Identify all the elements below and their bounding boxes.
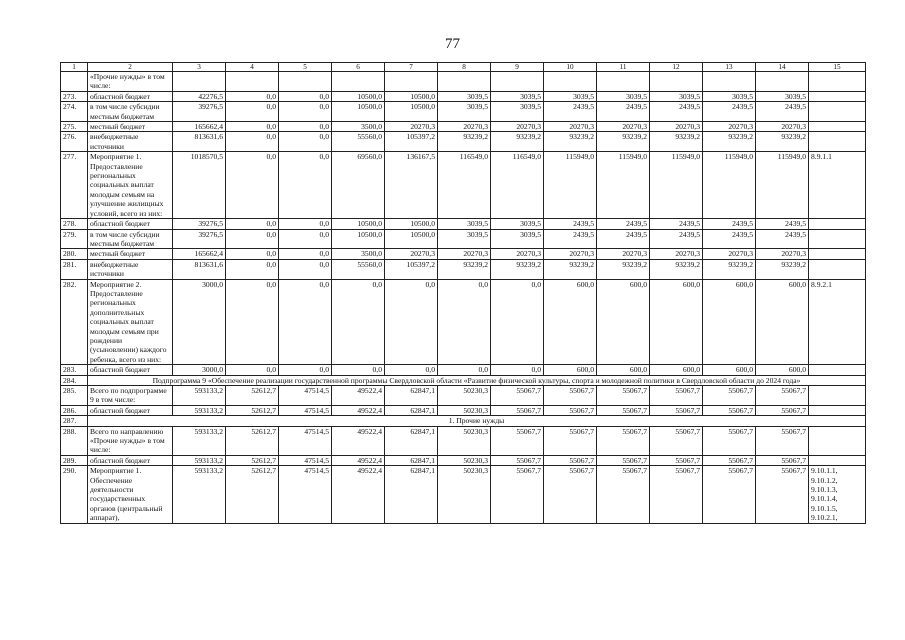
amount-cell: 93239,2: [597, 259, 650, 279]
amount-cell: 116549,0: [438, 152, 491, 219]
amount-cell: 55067,7: [703, 426, 756, 455]
amount-cell: 0,0: [226, 122, 279, 132]
amount-cell: 55067,7: [703, 405, 756, 415]
amount-cell: 55067,7: [756, 405, 809, 415]
row-number: 279.: [61, 229, 88, 249]
amount-cell: 3000,0: [173, 365, 226, 375]
amount-cell: 55067,7: [544, 405, 597, 415]
target-indicator-code: [809, 365, 866, 375]
amount-cell: 1018570,5: [173, 152, 226, 219]
amount-cell: 10500,0: [332, 102, 385, 122]
amount-cell: 47514,5: [279, 426, 332, 455]
amount-cell: 3039,5: [491, 91, 544, 101]
amount-cell: 39276,5: [173, 219, 226, 229]
amount-cell: 55067,7: [650, 426, 703, 455]
amount-cell: 93239,2: [703, 132, 756, 152]
amount-cell: 55067,7: [491, 466, 544, 523]
amount-cell: 0,0: [226, 102, 279, 122]
target-indicator-code: [809, 229, 866, 249]
amount-cell: 55067,7: [703, 466, 756, 523]
amount-cell: 55067,7: [650, 466, 703, 523]
row-number: 287.: [61, 416, 88, 426]
amount-cell: [597, 72, 650, 92]
amount-cell: [226, 72, 279, 92]
amount-cell: 49522,4: [332, 466, 385, 523]
row-number: 288.: [61, 426, 88, 455]
amount-cell: 93239,2: [650, 259, 703, 279]
row-number: 286.: [61, 405, 88, 415]
table-row: [61, 229, 866, 249]
row-label: внебюджетные источники: [88, 132, 173, 152]
amount-cell: 3000,0: [173, 279, 226, 365]
amount-cell: 20270,3: [650, 249, 703, 259]
amount-cell: 115949,0: [756, 152, 809, 219]
amount-cell: 0,0: [491, 279, 544, 365]
amount-cell: 136167,5: [385, 152, 438, 219]
amount-cell: 10500,0: [332, 91, 385, 101]
amount-cell: 0,0: [226, 249, 279, 259]
amount-cell: 3039,5: [544, 91, 597, 101]
column-number: 13: [703, 63, 756, 72]
amount-cell: 3039,5: [438, 102, 491, 122]
amount-cell: 20270,3: [703, 249, 756, 259]
column-number: 14: [756, 63, 809, 72]
row-number: 281.: [61, 259, 88, 279]
row-label: Мероприятие 1. Предоставление региональных социальных выплат молодым семьям на улучшение жилищных условий, всего из них:: [88, 152, 173, 219]
amount-cell: 2439,5: [650, 219, 703, 229]
amount-cell: 0,0: [226, 91, 279, 101]
amount-cell: 62847,1: [385, 455, 438, 465]
amount-cell: 2439,5: [703, 102, 756, 122]
target-indicator-code: [809, 219, 866, 229]
amount-cell: [279, 72, 332, 92]
amount-cell: 55067,7: [597, 455, 650, 465]
row-label: областной бюджет: [88, 365, 173, 375]
amount-cell: 55067,7: [491, 426, 544, 455]
amount-cell: 50230,3: [438, 386, 491, 406]
amount-cell: 3039,5: [491, 229, 544, 249]
amount-cell: 20270,3: [650, 122, 703, 132]
amount-cell: 50230,3: [438, 466, 491, 523]
amount-cell: 50230,3: [438, 405, 491, 415]
amount-cell: 0,0: [385, 279, 438, 365]
target-indicator-code: 8.9.1.1: [809, 152, 866, 219]
amount-cell: 55067,7: [544, 386, 597, 406]
amount-cell: 0,0: [279, 219, 332, 229]
amount-cell: 55067,7: [544, 426, 597, 455]
amount-cell: 3039,5: [650, 91, 703, 101]
table-row: [61, 386, 866, 406]
amount-cell: 0,0: [279, 229, 332, 249]
amount-cell: 600,0: [544, 365, 597, 375]
amount-cell: 50230,3: [438, 426, 491, 455]
amount-cell: 20270,3: [703, 122, 756, 132]
target-indicator-code: [809, 102, 866, 122]
amount-cell: 20270,3: [544, 249, 597, 259]
amount-cell: 2439,5: [544, 229, 597, 249]
row-number: 280.: [61, 249, 88, 259]
target-indicator-code: [809, 386, 866, 406]
amount-cell: 55067,7: [756, 426, 809, 455]
amount-cell: 69560,0: [332, 152, 385, 219]
amount-cell: 93239,2: [597, 132, 650, 152]
amount-cell: 55067,7: [597, 405, 650, 415]
amount-cell: 3039,5: [756, 91, 809, 101]
amount-cell: 52612,7: [226, 426, 279, 455]
column-numbers-row: [61, 63, 866, 72]
column-number: 5: [279, 63, 332, 72]
amount-cell: 55067,7: [756, 455, 809, 465]
amount-cell: 0,0: [226, 152, 279, 219]
amount-cell: 10500,0: [332, 229, 385, 249]
row-number: 285.: [61, 386, 88, 406]
table-row: [61, 91, 866, 101]
amount-cell: 0,0: [438, 365, 491, 375]
amount-cell: 93239,2: [491, 132, 544, 152]
target-indicator-code: 8.9.2.1: [809, 279, 866, 365]
table-row: [61, 122, 866, 132]
column-number: 7: [385, 63, 438, 72]
amount-cell: 62847,1: [385, 405, 438, 415]
target-indicator-code: [809, 122, 866, 132]
amount-cell: 0,0: [226, 279, 279, 365]
table-row: [61, 259, 866, 279]
amount-cell: 93239,2: [650, 132, 703, 152]
target-indicator-code: [809, 132, 866, 152]
amount-cell: 593133,2: [173, 405, 226, 415]
amount-cell: 10500,0: [385, 91, 438, 101]
amount-cell: 52612,7: [226, 466, 279, 523]
amount-cell: 2439,5: [544, 102, 597, 122]
amount-cell: 600,0: [703, 279, 756, 365]
amount-cell: 93239,2: [544, 132, 597, 152]
amount-cell: 55067,7: [756, 386, 809, 406]
amount-cell: 3039,5: [438, 91, 491, 101]
amount-cell: 20270,3: [438, 249, 491, 259]
amount-cell: 47514,5: [279, 466, 332, 523]
amount-cell: 593133,2: [173, 455, 226, 465]
amount-cell: 39276,5: [173, 229, 226, 249]
amount-cell: 3039,5: [438, 229, 491, 249]
amount-cell: 55067,7: [491, 405, 544, 415]
section-heading: Подпрограмма 9 «Обеспечение реализации государственной программы Свердловской области «Развитие физической культуры, спорта и молодежной политики в Свердловской области до 2024 года»: [88, 375, 866, 385]
amount-cell: 3039,5: [491, 219, 544, 229]
amount-cell: 2439,5: [597, 219, 650, 229]
amount-cell: 0,0: [332, 279, 385, 365]
amount-cell: [332, 72, 385, 92]
row-label: внебюджетные источники: [88, 259, 173, 279]
column-number: 2: [88, 63, 173, 72]
amount-cell: 0,0: [279, 279, 332, 365]
row-number: 283.: [61, 365, 88, 375]
amount-cell: 115949,0: [544, 152, 597, 219]
amount-cell: 47514,5: [279, 455, 332, 465]
amount-cell: 49522,4: [332, 426, 385, 455]
amount-cell: 55067,7: [491, 386, 544, 406]
amount-cell: 3500,0: [332, 122, 385, 132]
table-row: [61, 426, 866, 455]
row-label: областной бюджет: [88, 455, 173, 465]
amount-cell: 55067,7: [756, 466, 809, 523]
table-row: [61, 152, 866, 219]
row-label: областной бюджет: [88, 405, 173, 415]
amount-cell: 10500,0: [385, 219, 438, 229]
amount-cell: 0,0: [438, 279, 491, 365]
amount-cell: 10500,0: [385, 102, 438, 122]
amount-cell: 105397,2: [385, 132, 438, 152]
amount-cell: 55067,7: [703, 386, 756, 406]
amount-cell: 813631,6: [173, 259, 226, 279]
amount-cell: 165662,4: [173, 249, 226, 259]
amount-cell: 20270,3: [597, 249, 650, 259]
amount-cell: 0,0: [279, 132, 332, 152]
amount-cell: 593133,2: [173, 466, 226, 523]
amount-cell: 55067,7: [650, 405, 703, 415]
row-label: местный бюджет: [88, 249, 173, 259]
amount-cell: [438, 72, 491, 92]
amount-cell: 55067,7: [597, 386, 650, 406]
amount-cell: 49522,4: [332, 405, 385, 415]
amount-cell: 20270,3: [597, 122, 650, 132]
target-indicator-code: [809, 72, 866, 92]
amount-cell: 600,0: [650, 279, 703, 365]
amount-cell: 0,0: [385, 365, 438, 375]
amount-cell: 55067,7: [544, 466, 597, 523]
amount-cell: 0,0: [226, 219, 279, 229]
amount-cell: 813631,6: [173, 132, 226, 152]
amount-cell: 600,0: [597, 279, 650, 365]
amount-cell: 93239,2: [756, 132, 809, 152]
row-label: Мероприятие 2. Предоставление региональных дополнительных социальных выплат молодым семьям при рождении (усыновлении) каждого ребенка, всего из них:: [88, 279, 173, 365]
table-row: [61, 249, 866, 259]
amount-cell: 20270,3: [756, 122, 809, 132]
table-row: [61, 466, 866, 523]
amount-cell: 0,0: [226, 259, 279, 279]
budget-table: [60, 62, 866, 524]
amount-cell: [173, 72, 226, 92]
amount-cell: 50230,3: [438, 455, 491, 465]
column-number: 3: [173, 63, 226, 72]
amount-cell: 593133,2: [173, 426, 226, 455]
amount-cell: 3039,5: [491, 102, 544, 122]
target-indicator-code: [809, 405, 866, 415]
amount-cell: 47514,5: [279, 386, 332, 406]
amount-cell: 55560,0: [332, 132, 385, 152]
amount-cell: 600,0: [544, 279, 597, 365]
amount-cell: [544, 72, 597, 92]
amount-cell: 600,0: [597, 365, 650, 375]
amount-cell: 0,0: [279, 365, 332, 375]
amount-cell: 49522,4: [332, 386, 385, 406]
row-label: Всего по подпрограмме 9 в том числе:: [88, 386, 173, 406]
amount-cell: 55067,7: [597, 426, 650, 455]
table-row: [61, 416, 866, 426]
amount-cell: 93239,2: [438, 132, 491, 152]
row-number: [61, 72, 88, 92]
table-row: [61, 405, 866, 415]
amount-cell: 2439,5: [756, 102, 809, 122]
amount-cell: 20270,3: [438, 122, 491, 132]
row-number: 277.: [61, 152, 88, 219]
table-row: [61, 102, 866, 122]
amount-cell: 0,0: [491, 365, 544, 375]
amount-cell: 0,0: [226, 229, 279, 249]
table-row: [61, 375, 866, 385]
row-number: 275.: [61, 122, 88, 132]
target-indicator-code: [809, 249, 866, 259]
amount-cell: 55560,0: [332, 259, 385, 279]
row-number: 289.: [61, 455, 88, 465]
target-indicator-code: [809, 455, 866, 465]
amount-cell: 52612,7: [226, 455, 279, 465]
column-number: 11: [597, 63, 650, 72]
amount-cell: 3039,5: [703, 91, 756, 101]
amount-cell: 600,0: [756, 279, 809, 365]
amount-cell: [756, 72, 809, 92]
row-label: областной бюджет: [88, 91, 173, 101]
amount-cell: 2439,5: [650, 102, 703, 122]
amount-cell: 93239,2: [703, 259, 756, 279]
amount-cell: 42276,5: [173, 91, 226, 101]
row-number: 284.: [61, 375, 88, 385]
amount-cell: 105397,2: [385, 259, 438, 279]
amount-cell: 115949,0: [650, 152, 703, 219]
amount-cell: 62847,1: [385, 466, 438, 523]
column-number: 9: [491, 63, 544, 72]
table-row: [61, 219, 866, 229]
amount-cell: 20270,3: [544, 122, 597, 132]
row-number: 278.: [61, 219, 88, 229]
column-number: 10: [544, 63, 597, 72]
amount-cell: 2439,5: [597, 102, 650, 122]
column-number: 6: [332, 63, 385, 72]
amount-cell: 20270,3: [491, 122, 544, 132]
amount-cell: 20270,3: [385, 122, 438, 132]
amount-cell: 55067,7: [650, 386, 703, 406]
amount-cell: 2439,5: [703, 229, 756, 249]
amount-cell: 20270,3: [385, 249, 438, 259]
amount-cell: 93239,2: [491, 259, 544, 279]
amount-cell: 600,0: [756, 365, 809, 375]
amount-cell: 0,0: [226, 132, 279, 152]
target-indicator-code: 9.10.1.1, 9.10.1.2, 9.10.1.3, 9.10.1.4, 9.10.1.5, 9.10.2.1,: [809, 466, 866, 523]
column-number: 4: [226, 63, 279, 72]
table-row: [61, 455, 866, 465]
amount-cell: [385, 72, 438, 92]
amount-cell: 600,0: [703, 365, 756, 375]
amount-cell: 593133,2: [173, 386, 226, 406]
amount-cell: 2439,5: [703, 219, 756, 229]
amount-cell: 55067,7: [650, 455, 703, 465]
amount-cell: 2439,5: [650, 229, 703, 249]
amount-cell: 93239,2: [438, 259, 491, 279]
column-number: 15: [809, 63, 866, 72]
amount-cell: 600,0: [650, 365, 703, 375]
section-heading: 1. Прочие нужды: [88, 416, 866, 426]
row-label: Мероприятие 1. Обеспечение деятельности государственных органов (центральный аппарат),: [88, 466, 173, 523]
amount-cell: 0,0: [279, 249, 332, 259]
column-number: 8: [438, 63, 491, 72]
amount-cell: [650, 72, 703, 92]
row-number: 274.: [61, 102, 88, 122]
amount-cell: 10500,0: [332, 219, 385, 229]
amount-cell: 3039,5: [597, 91, 650, 101]
table-row: [61, 365, 866, 375]
row-number: 273.: [61, 91, 88, 101]
row-label: Всего по направлению «Прочие нужды» в том числе:: [88, 426, 173, 455]
column-number: 1: [61, 63, 88, 72]
amount-cell: 55067,7: [544, 455, 597, 465]
amount-cell: 93239,2: [756, 259, 809, 279]
amount-cell: 20270,3: [756, 249, 809, 259]
amount-cell: 3039,5: [438, 219, 491, 229]
amount-cell: 47514,5: [279, 405, 332, 415]
amount-cell: 20270,3: [491, 249, 544, 259]
amount-cell: 52612,7: [226, 405, 279, 415]
target-indicator-code: [809, 426, 866, 455]
row-label: местный бюджет: [88, 122, 173, 132]
amount-cell: 116549,0: [491, 152, 544, 219]
column-number: 12: [650, 63, 703, 72]
amount-cell: 2439,5: [544, 219, 597, 229]
amount-cell: 10500,0: [385, 229, 438, 249]
amount-cell: 0,0: [332, 365, 385, 375]
amount-cell: 62847,1: [385, 426, 438, 455]
amount-cell: 49522,4: [332, 455, 385, 465]
amount-cell: 115949,0: [703, 152, 756, 219]
table-row: [61, 279, 866, 365]
amount-cell: 55067,7: [703, 455, 756, 465]
amount-cell: 165662,4: [173, 122, 226, 132]
page-number: 77: [445, 36, 460, 52]
amount-cell: 62847,1: [385, 386, 438, 406]
row-number: 276.: [61, 132, 88, 152]
row-label: «Прочие нужды» в том числе:: [88, 72, 173, 92]
row-label: в том числе субсидии местным бюджетам: [88, 102, 173, 122]
target-indicator-code: [809, 91, 866, 101]
amount-cell: 0,0: [279, 152, 332, 219]
amount-cell: 2439,5: [756, 219, 809, 229]
amount-cell: 0,0: [279, 122, 332, 132]
amount-cell: [703, 72, 756, 92]
amount-cell: 55067,7: [491, 455, 544, 465]
amount-cell: 55067,7: [597, 466, 650, 523]
amount-cell: 52612,7: [226, 386, 279, 406]
amount-cell: 0,0: [279, 259, 332, 279]
amount-cell: 0,0: [279, 91, 332, 101]
row-number: 290.: [61, 466, 88, 523]
target-indicator-code: [809, 259, 866, 279]
amount-cell: 0,0: [279, 102, 332, 122]
table-row: [61, 72, 866, 92]
row-label: в том числе субсидии местным бюджетам: [88, 229, 173, 249]
row-label: областной бюджет: [88, 219, 173, 229]
amount-cell: 115949,0: [597, 152, 650, 219]
amount-cell: 39276,5: [173, 102, 226, 122]
amount-cell: 0,0: [226, 365, 279, 375]
row-number: 282.: [61, 279, 88, 365]
amount-cell: [491, 72, 544, 92]
amount-cell: 2439,5: [597, 229, 650, 249]
table-row: [61, 132, 866, 152]
amount-cell: 2439,5: [756, 229, 809, 249]
amount-cell: 3500,0: [332, 249, 385, 259]
amount-cell: 93239,2: [544, 259, 597, 279]
